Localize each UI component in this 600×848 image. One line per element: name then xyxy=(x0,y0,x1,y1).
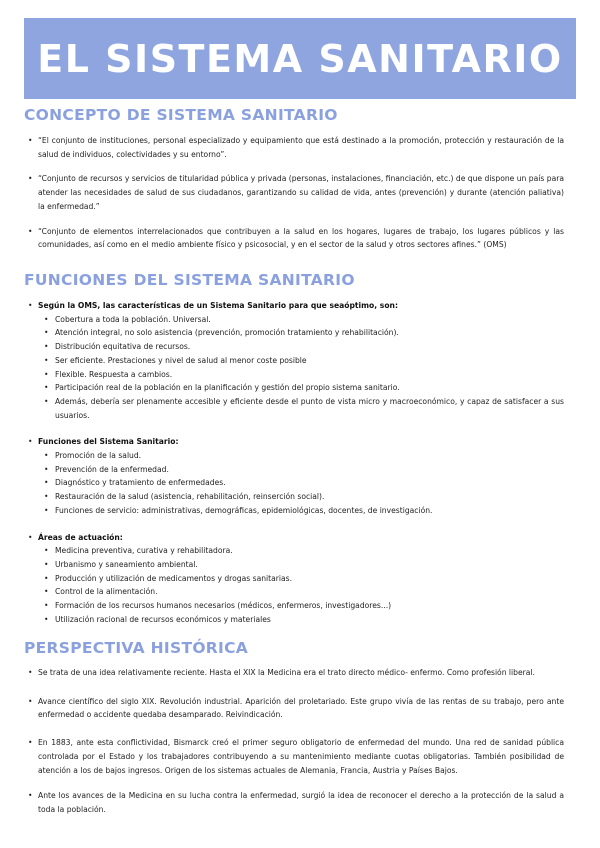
list-item: • Prevención de la enfermedad. xyxy=(24,463,564,477)
list-item: • Restauración de la salud (asistencia, rehabilitación, reinserción social). xyxy=(24,490,564,504)
list-item: • Participación real de la población en la planificación y gestión del propio sistema sanitario. xyxy=(24,381,564,395)
group-title: • Áreas de actuación: xyxy=(38,532,123,542)
list-item: • Utilización racional de recursos económicos y materiales xyxy=(24,613,564,627)
list-item: • Se trata de una idea relativamente reciente. Hasta el XIX la Medicina era el trato directo médico- enfermo. Como profesión liberal. xyxy=(24,666,564,680)
list-item: • Medicina preventiva, curativa y rehabilitadora. xyxy=(24,544,564,558)
list-item: • Promoción de la salud. xyxy=(24,449,564,463)
list-item: • Diagnóstico y tratamiento de enfermedades. xyxy=(24,476,564,490)
title-banner xyxy=(24,18,576,99)
group-funciones xyxy=(24,435,564,517)
section-funciones xyxy=(24,270,564,626)
list-item: • Cobertura a toda la población. Universal. xyxy=(24,313,564,327)
list-item: • Atención integral, no solo asistencia (prevención, promoción tratamiento y rehabilitación). xyxy=(24,326,564,340)
group-title: • Según la OMS, las características de un Sistema Sanitario para que seaóptimo, son: xyxy=(38,301,398,310)
list-item: • Control de la alimentación. xyxy=(24,585,564,599)
list-item: • Además, debería ser plenamente accesible y eficiente desde el punto de vista micro y macroeconómico, y capaz de satisfacer a sus usuarios. xyxy=(24,395,564,422)
list-item: • Distribución equitativa de recursos. xyxy=(24,340,564,354)
list-item: • “El conjunto de instituciones, personal especializado y equipamiento que está destinado a la promoción, protección y restauración de la salud de individuos, colectividades y su entorno”. xyxy=(24,134,564,161)
list-item: • “Conjunto de recursos y servicios de titularidad pública y privada (personas, instalaciones, financiación, etc.) de que dispone un país para atender las necesidades de salud de sus ciudadanos, garantizando su calidad de vida, antes (prevención) y durante (atención paliativa) la enfermedad.” xyxy=(24,172,564,213)
section-heading: FUNCIONES DEL SISTEMA SANITARIO xyxy=(24,271,355,289)
list-item: • Avance científico del siglo XIX. Revolución industrial. Aparición del proletariado. Este grupo vivía de las rentas de su trabajo, pero ante enfermedad o accidente quedaba desamparado. Reivindicación. xyxy=(24,695,564,722)
section-heading: CONCEPTO DE SISTEMA SANITARIO xyxy=(24,106,338,124)
group-areas xyxy=(24,531,564,627)
list-item: • “Conjunto de elementos interrelacionados que contribuyen a la salud en los hogares, lugares de trabajo, los lugares públicos y las comunidades, así como en el medio ambiente físico y psicosocial, y en el sector de la salud y otros sectores afines.” (OMS) xyxy=(24,225,564,252)
list-item: • En 1883, ante esta conflictividad, Bismarck creó el primer seguro obligatorio de enfermedad del mundo. Una red de sanidad pública controlada por el Estado y los trabajadores contribuyendo a su mantenimiento mediante cuotas obligatorias. También posibilidad de atención a los de bajos ingresos. Origen de los sistemas actuales de Alemania, Francia, Austria y Países Bajos. xyxy=(24,736,564,777)
list-item: • Ser eficiente. Prestaciones y nivel de salud al menor coste posible xyxy=(24,354,564,368)
list-item: • Producción y utilización de medicamentos y drogas sanitarias. xyxy=(24,572,564,586)
group-oms xyxy=(24,299,564,422)
list-item: • Flexible. Respuesta a cambios. xyxy=(24,368,564,382)
list-item: • Ante los avances de la Medicina en su lucha contra la enfermedad, surgió la idea de reconocer el derecho a la protección de la salud a toda la población. xyxy=(24,789,564,816)
section-historia xyxy=(24,638,564,817)
section-heading: PERSPECTIVA HISTÓRICA xyxy=(24,639,249,657)
group-title: • Funciones del Sistema Sanitario: xyxy=(38,437,179,447)
section-concepto xyxy=(24,105,564,252)
list-item: • Formación de los recursos humanos necesarios (médicos, enfermeros, investigadores...) xyxy=(24,599,564,613)
list-item: • Urbanismo y saneamiento ambiental. xyxy=(24,558,564,572)
list-item: • Funciones de servicio: administrativas, demográficas, epidemiológicas, docentes, de investigación. xyxy=(24,504,564,518)
page-title: EL SISTEMA SANITARIO xyxy=(37,36,563,81)
